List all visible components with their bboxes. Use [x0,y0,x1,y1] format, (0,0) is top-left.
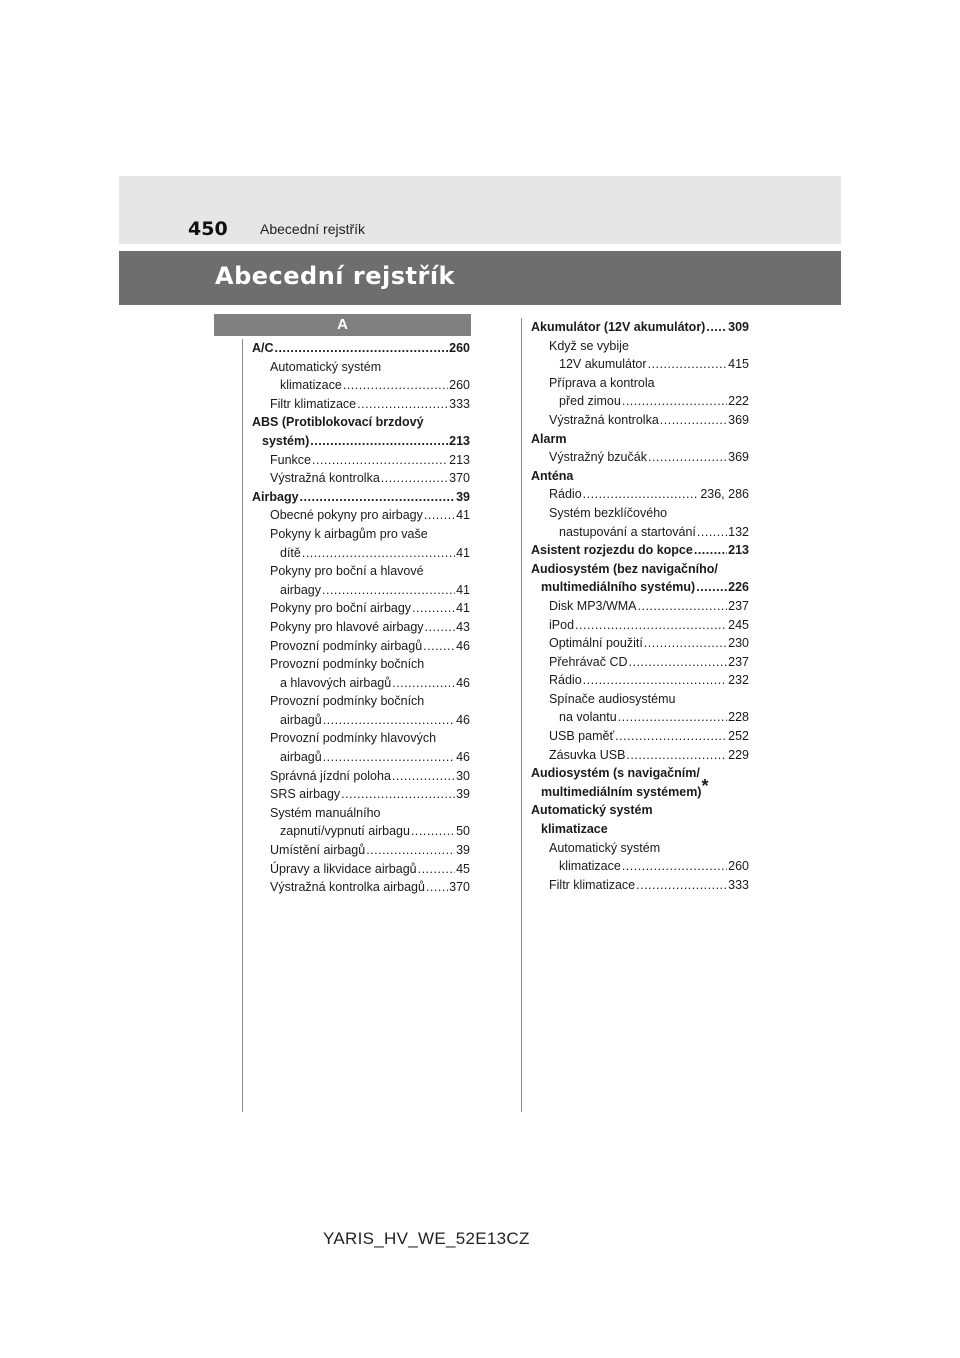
index-entry-text: systém) [262,433,310,448]
index-entry-text: nastupování a startování [559,524,696,539]
index-entry-page: 41 [456,545,470,560]
leader-dots [423,637,455,656]
index-entry-page: 50 [456,824,470,839]
index-entry [531,411,749,430]
index-entry-text: Příprava a kontrola [549,375,655,390]
index-entry [531,801,749,820]
index-entry-text: Přehrávač CD [549,654,628,669]
index-entry-text: Asistent rozjezdu do kopce [531,543,693,558]
index-entry [531,318,749,337]
index-entry-text: Airbagy [252,489,299,504]
index-entry [531,708,749,727]
index-entry-page: 237 [728,598,749,613]
index-entry [531,690,749,709]
index-entry-text: Provozní podmínky hlavových [270,731,437,746]
index-entry-page: 252 [728,729,749,744]
index-entry-page: 46 [456,750,470,765]
index-entry-page: 226 [728,580,749,595]
index-entry [252,581,470,600]
index-entry-text: Provozní podmínky bočních [270,657,425,672]
page-number: 450 [188,218,228,240]
index-entry-text: iPod [549,617,575,632]
leader-dots [302,544,455,563]
title-bar [119,251,841,305]
index-entry-text: Zásuvka USB [549,747,626,762]
index-entry-text: klimatizace [541,822,608,837]
index-entry-text: Když se vybije [549,338,629,353]
index-entry-text: Spínače audiosystému [549,691,676,706]
leader-dots [636,876,727,895]
index-entry-page: 46 [456,638,470,653]
index-entry [252,692,470,711]
leader-dots [583,671,727,690]
index-entry [252,618,470,637]
leader-dots [392,674,455,693]
leader-dots [424,506,455,525]
index-entry [531,653,749,672]
index-entry-page: 370 [449,880,470,895]
index-entry [531,541,749,560]
section-letter: A [214,314,471,336]
index-entry [252,525,470,544]
index-entry-text: Anténa [531,468,574,483]
index-entry-text: Audiosystém (bez navigačního/ [531,561,718,576]
index-entry [252,413,470,432]
index-entry-page: 41 [456,508,470,523]
leader-dots [343,376,448,395]
index-entry-text: Alarm [531,431,567,446]
index-entry [252,506,470,525]
leader-dots [275,339,449,358]
index-entry [531,671,749,690]
index-entry-text: Optimální použití [549,636,643,651]
index-entry-page: 39 [456,787,470,802]
index-entry [252,841,470,860]
index-entry [531,355,749,374]
index-entry-text: Pokyny pro boční a hlavové [270,564,424,579]
leader-dots [583,485,700,504]
index-entry-text: Automatický systém [531,803,653,818]
leader-dots [694,541,727,560]
index-entry [531,467,749,486]
index-entry-page: 222 [728,394,749,409]
index-entry [252,395,470,414]
leader-dots [648,448,727,467]
index-entry-text: zapnutí/vypnutí airbagu [280,824,410,839]
index-entry [252,767,470,786]
index-entry [252,729,470,748]
index-entry-page: 333 [728,877,749,892]
index-column-left [252,339,470,897]
leader-dots [412,599,455,618]
index-entry-text: před zimou [559,394,621,409]
index-entry [252,599,470,618]
leader-dots [629,653,728,672]
index-entry [252,358,470,377]
index-column-right [531,318,749,894]
page-title: Abecední rejstřík [215,262,456,290]
index-entry [531,616,749,635]
index-entry-page: 309 [728,320,749,334]
index-entry-text: Správná jízdní poloha [270,768,391,783]
leader-dots [660,411,727,430]
index-entry-page: 46 [456,675,470,690]
index-entry-page: 260 [728,859,749,874]
index-entry [252,655,470,674]
index-entry-page: 30 [456,768,470,783]
index-entry [531,839,749,858]
index-entry [531,337,749,356]
index-entry-page: 43 [456,619,470,634]
index-entry-text: Obecné pokyny pro airbagy [270,508,423,523]
index-entry-page: 41 [456,601,470,616]
index-entry-text: Provozní podmínky airbagů [270,638,423,653]
leader-dots [622,857,727,876]
index-entry-text: Audiosystém (s navigačním/ [531,766,700,781]
index-entry [531,504,749,523]
leader-dots [696,578,727,597]
index-entry-page: 369 [728,450,749,465]
index-entry-page: 245 [728,617,749,632]
index-entry-page: 230 [728,636,749,651]
index-entry [252,748,470,767]
index-entry-text: Výstražná kontrolka [549,412,659,427]
leader-dots [341,785,455,804]
index-entry-text: Disk MP3/WMA [549,598,637,613]
index-entry-text: na volantu [559,710,617,725]
index-entry [252,451,470,470]
index-entry-text: airbagy [280,582,321,597]
index-entry-page: 45 [456,861,470,876]
index-entry-text: Výstražná kontrolka [270,471,380,486]
leader-dots [411,822,455,841]
index-entry-text: Provozní podmínky bočních [270,694,425,709]
leader-dots [426,878,448,897]
leader-dots [622,392,727,411]
index-entry-text: a hlavových airbagů [280,675,392,690]
index-entry-page: 369 [728,412,749,427]
index-entry [252,488,470,507]
index-entry-text: Funkce [270,452,311,467]
index-entry [531,485,749,504]
index-entry [531,634,749,653]
index-entry [252,860,470,879]
index-entry [252,544,470,563]
index-entry [531,392,749,411]
leader-dots [312,451,448,470]
index-entry-text: Rádio [549,673,582,688]
index-entry [531,746,749,765]
index-entry [531,523,749,542]
index-entry-page: 415 [728,357,749,372]
index-entry [531,597,749,616]
index-entry-text: Filtr klimatizace [549,877,636,892]
index-entry [252,878,470,897]
leader-dots [322,581,455,600]
leader-dots [648,355,728,374]
index-entry-text: multimediálním systémem) [541,784,702,799]
leader-dots [323,711,455,730]
index-entry [531,820,749,839]
index-entry-page: 46 [456,712,470,727]
document-code: YARIS_HV_WE_52E13CZ [323,1229,530,1248]
index-entry [531,560,749,579]
index-entry-page: 232 [728,673,749,688]
index-entry-text: 12V akumulátor [559,357,647,372]
leader-dots [615,727,727,746]
index-entry [252,469,470,488]
index-entry-page: 41 [456,582,470,597]
index-entry-page: 132 [728,524,749,539]
index-entry [531,857,749,876]
index-entry-page: 370 [449,471,470,486]
index-entry-text: klimatizace [559,859,621,874]
column-divider-left [242,339,243,1112]
index-entry-text: A/C [252,341,274,355]
index-entry-page: 333 [449,396,470,411]
footnote-star: * [701,775,709,796]
index-entry-page: 213 [449,433,470,448]
leader-dots [392,767,455,786]
leader-dots [418,860,455,879]
leader-dots [300,488,456,507]
index-entry-page: 229 [728,747,749,762]
index-entry-text: Automatický systém [270,359,382,374]
index-entry-text: Pokyny pro boční airbagy [270,601,412,616]
index-entry [531,374,749,393]
index-entry [531,876,749,895]
index-entry-page: 237 [728,654,749,669]
leader-dots [310,432,448,451]
leader-dots [618,708,727,727]
index-entry-text: Filtr klimatizace [270,396,357,411]
index-entry [252,432,470,451]
column-divider-right [521,318,522,1112]
index-entry-page: 260 [449,378,470,393]
index-entry-page: 236, 286 [700,487,749,502]
index-entry [531,448,749,467]
index-entry-text: Pokyny k airbagům pro vaše [270,526,428,541]
index-entry-text: Pokyny pro hlavové airbagy [270,619,424,634]
index-entry-text: klimatizace [280,378,342,393]
index-entry-page: 39 [456,843,470,858]
leader-dots [644,634,727,653]
index-entry-text: ABS (Protiblokovací brzdový [252,415,424,430]
index-entry [252,804,470,823]
index-entry-page: 213 [449,452,470,467]
leader-dots [706,318,727,337]
index-entry-text: Akumulátor (12V akumulátor) [531,320,706,334]
index-entry-text: Systém manuálního [270,805,381,820]
index-entry [252,562,470,581]
index-entry-text: airbagů [280,750,322,765]
index-entry [252,637,470,656]
index-entry-text: multimediálního systému) [541,580,696,595]
index-entry-text: SRS airbagy [270,787,341,802]
index-entry-page: 260 [449,341,470,355]
index-entry [531,578,749,597]
leader-dots [575,616,727,635]
index-entry [531,775,749,802]
index-entry [252,674,470,693]
index-entry-text: Systém bezklíčového [549,505,668,520]
leader-dots [323,748,455,767]
index-entry-text: Výstražný bzučák [549,450,647,465]
index-entry-text: dítě [280,545,301,560]
index-entry-text: airbagů [280,712,322,727]
running-head: Abecední rejstřík [260,221,366,237]
index-entry [252,785,470,804]
index-entry-text: Automatický systém [549,840,661,855]
leader-dots [626,746,727,765]
leader-dots [366,841,455,860]
leader-dots [381,469,448,488]
leader-dots [425,618,456,637]
leader-dots [697,523,727,542]
index-entry-text: USB paměť [549,729,615,744]
index-entry-text: Rádio [549,487,582,502]
index-entry [252,339,470,358]
index-entry [252,376,470,395]
index-entry [252,711,470,730]
index-entry-page: 39 [456,489,470,504]
index-entry [252,822,470,841]
index-entry-text: Výstražná kontrolka airbagů [270,880,425,895]
index-entry-text: Umístění airbagů [270,843,366,858]
leader-dots [638,597,728,616]
index-entry [531,727,749,746]
leader-dots [357,395,448,414]
index-entry-page: 213 [728,543,749,558]
index-entry-text: Úpravy a likvidace airbagů [270,861,417,876]
index-entry [531,764,749,783]
index-entry [531,430,749,449]
index-entry-page: 228 [728,710,749,725]
